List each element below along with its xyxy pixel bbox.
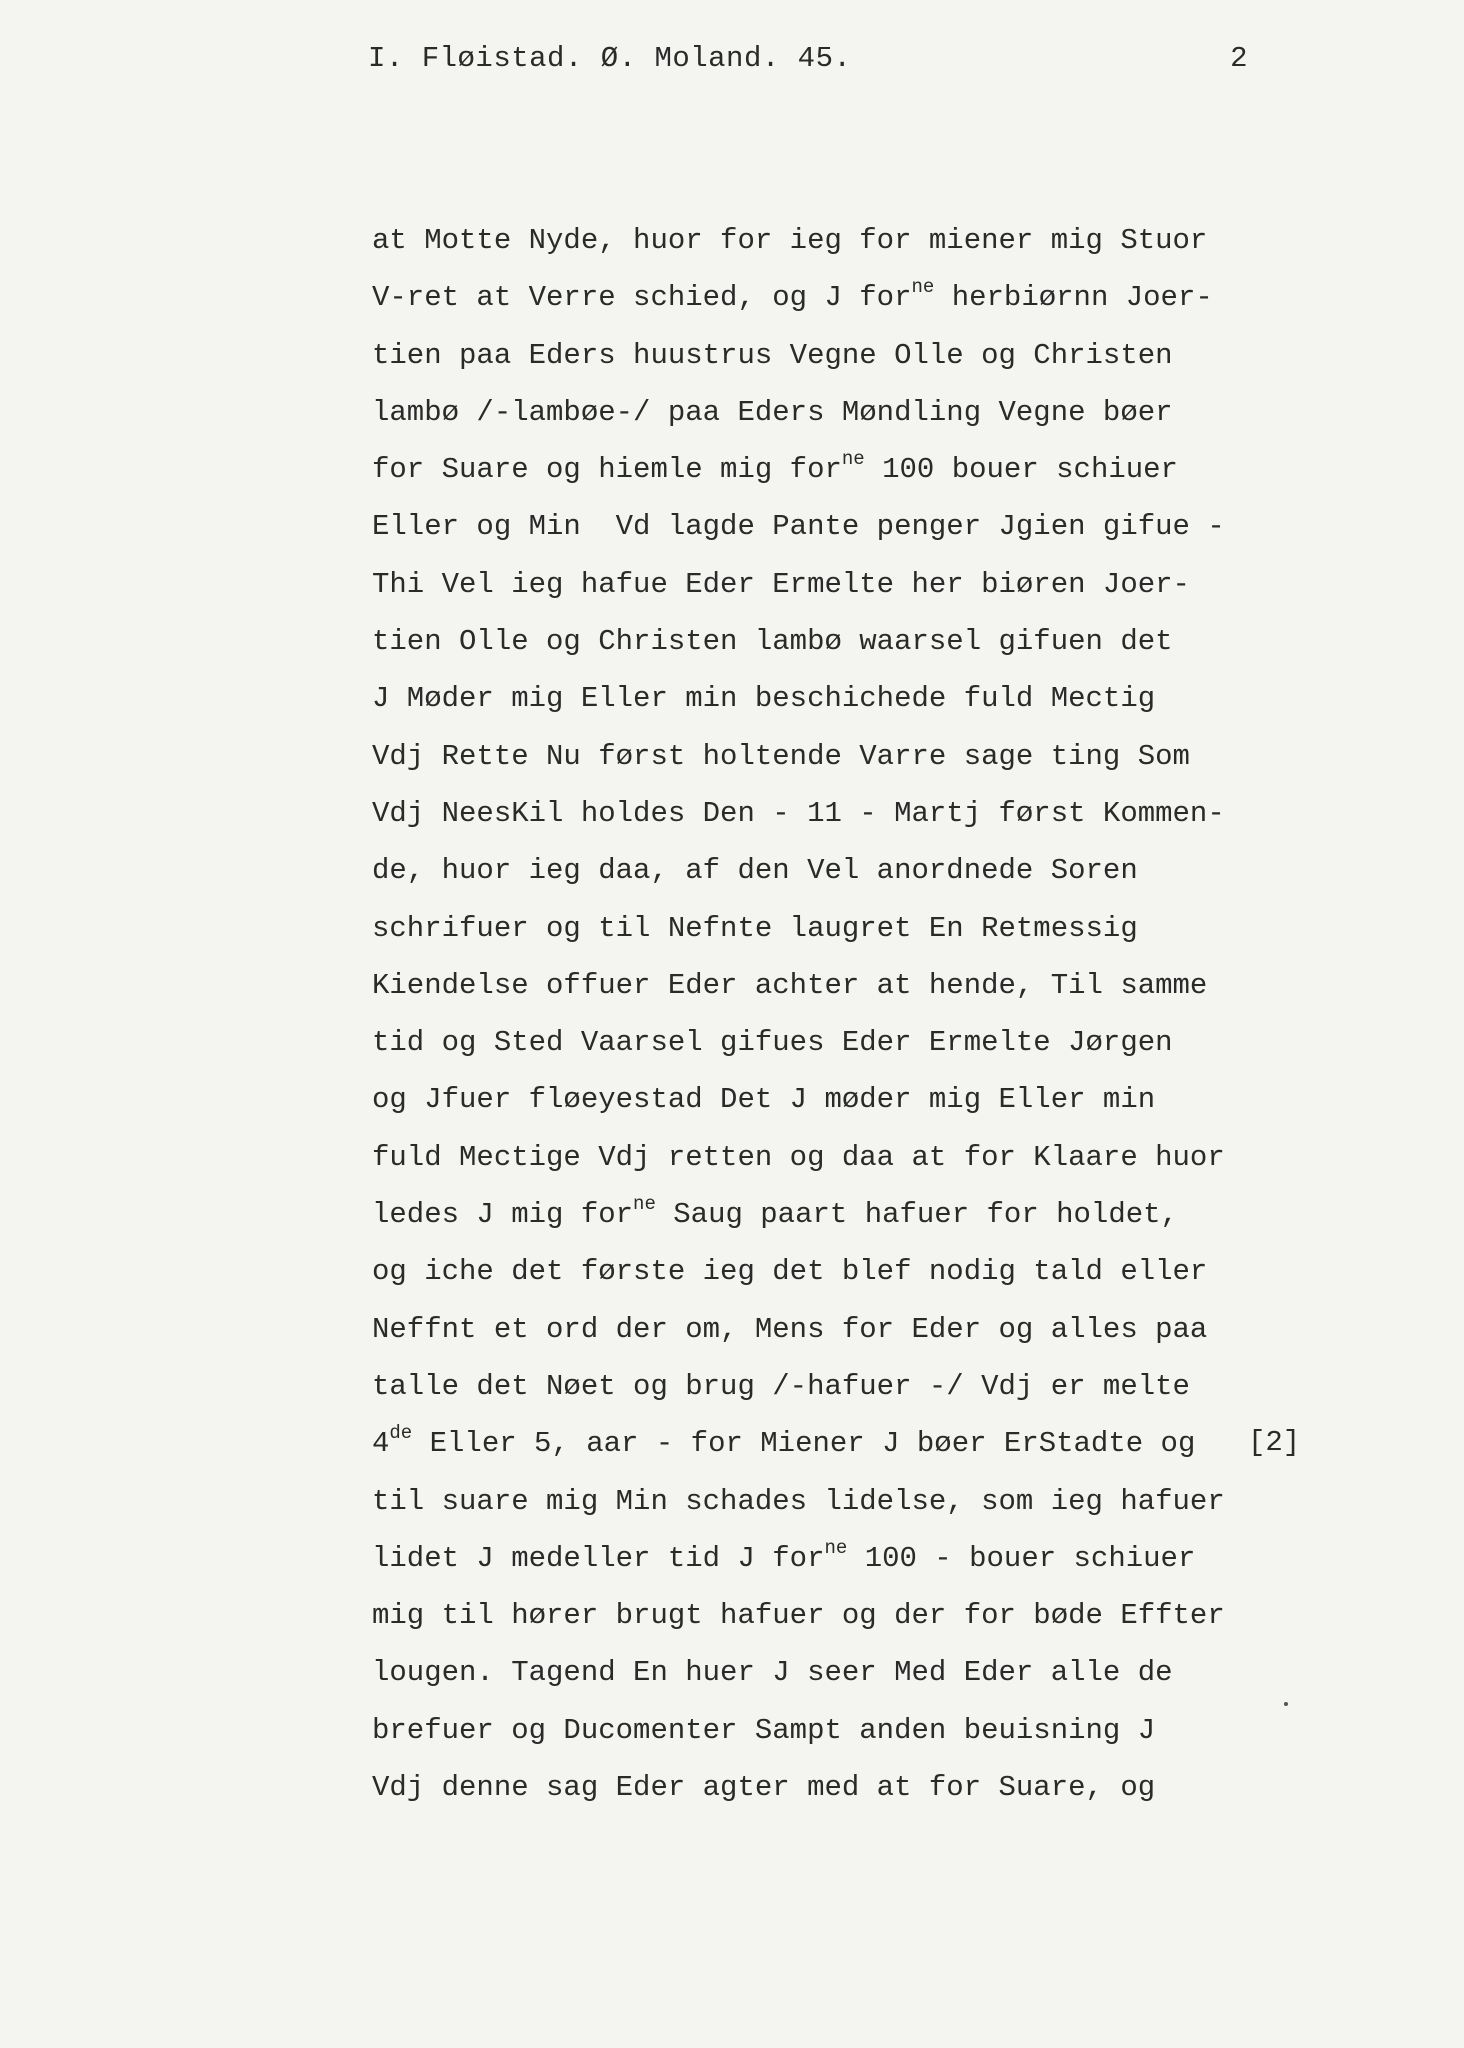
- text-line: [372, 728, 1232, 785]
- line-text: lidet J medeller tid J for: [372, 1541, 825, 1575]
- line-text: 100 - bouer schiuer: [847, 1541, 1196, 1575]
- line-text: 100 bouer schiuer: [864, 453, 1178, 487]
- line-text: 4: [372, 1427, 390, 1461]
- margin-note: [2]: [1248, 1426, 1301, 1459]
- superscript: ne: [841, 448, 865, 471]
- line-text: mig til hører brugt hafuer og der for bøde Effter: [372, 1599, 1225, 1633]
- line-text: Saug paart hafuer for holdet,: [655, 1198, 1178, 1232]
- line-text: ledes J mig for: [372, 1198, 634, 1232]
- line-text: Vdj Rette Nu først holtende Varre sage ting Som: [372, 739, 1190, 773]
- line-text: schrifuer og til Nefnte laugret En Retmessig: [372, 911, 1138, 945]
- text-line: [372, 441, 1232, 498]
- text-line: [372, 1129, 1232, 1186]
- line-text: til suare mig Min schades lidelse, som ieg hafuer: [372, 1484, 1225, 1518]
- text-line: [372, 269, 1232, 326]
- line-text: Vdj denne sag Eder agter med at for Suare, og: [372, 1771, 1156, 1805]
- line-text: tien Olle og Christen lambø waarsel gifuen det: [372, 625, 1173, 659]
- line-text: og Jfuer fløeyestad Det J møder mig Eller min: [372, 1083, 1156, 1117]
- text-line: [372, 900, 1232, 957]
- superscript: ne: [824, 1536, 848, 1559]
- text-line: [372, 1473, 1232, 1530]
- text-line: [372, 556, 1232, 613]
- line-text: Neffnt et ord der om, Mens for Eder og alles paa: [372, 1312, 1208, 1346]
- text-line: [372, 1186, 1232, 1243]
- line-text: og iche det første ieg det blef nodig tald eller: [372, 1255, 1208, 1289]
- text-line: [372, 1587, 1232, 1644]
- superscript: de: [389, 1422, 413, 1445]
- text-line: [372, 1530, 1232, 1587]
- line-text: J Møder mig Eller min beschichede fuld Mectig: [372, 682, 1156, 716]
- line-text: tien paa Eders huustrus Vegne Olle og Christen: [372, 338, 1173, 372]
- text-line: [372, 1358, 1232, 1415]
- text-line: [372, 327, 1232, 384]
- line-text: Vdj NeesKil holdes Den - 11 - Martj først Kommen-: [372, 796, 1225, 830]
- line-text: Eller 5, aar - for Miener J bøer ErStadte og: [412, 1427, 1196, 1461]
- line-text: tid og Sted Vaarsel gifues Eder Ermelte Jørgen: [372, 1026, 1173, 1060]
- text-line: [372, 1644, 1232, 1701]
- line-text: Thi Vel ieg hafue Eder Ermelte her biøren Joer-: [372, 567, 1190, 601]
- line-text: de, huor ieg daa, af den Vel anordnede Soren: [372, 854, 1138, 888]
- text-line: [372, 1014, 1232, 1071]
- transcription-body: [372, 212, 1232, 1816]
- text-line: [372, 1415, 1232, 1472]
- text-line: [372, 212, 1232, 269]
- text-line: [372, 384, 1232, 441]
- text-line: [372, 613, 1232, 670]
- text-line: [372, 1301, 1232, 1358]
- text-line: [372, 1243, 1232, 1300]
- text-line: [372, 1071, 1232, 1128]
- text-line: [372, 498, 1232, 555]
- superscript: ne: [911, 276, 935, 299]
- page-number: 2: [1230, 42, 1248, 75]
- line-text: Eller og Min Vd lagde Pante penger Jgien gifue -: [372, 510, 1225, 544]
- text-line: [372, 1702, 1232, 1759]
- text-line: [372, 670, 1232, 727]
- line-text: lougen. Tagend En huer J seer Med Eder alle de: [372, 1656, 1173, 1690]
- line-text: V-ret at Verre schied, og J for: [372, 281, 912, 315]
- line-text: fuld Mectige Vdj retten og daa at for Klaare huor: [372, 1140, 1225, 1174]
- text-line: [372, 1759, 1232, 1816]
- line-text: at Motte Nyde, huor for ieg for miener mig Stuor: [372, 224, 1208, 257]
- superscript: ne: [633, 1193, 656, 1216]
- page-header: [368, 42, 1248, 82]
- text-line: [372, 957, 1232, 1014]
- line-text: brefuer og Ducomenter Sampt anden beuisning J: [372, 1713, 1156, 1747]
- line-text: lambø /-lambøe-/ paa Eders Møndling Vegne bøer: [372, 395, 1173, 429]
- line-text: talle det Nøet og brug /-hafuer -/ Vdj er melte: [372, 1369, 1190, 1403]
- text-line: [372, 842, 1232, 899]
- text-line: [372, 785, 1232, 842]
- ink-speck: [1284, 1702, 1288, 1706]
- line-text: for Suare og hiemle mig for: [372, 453, 842, 487]
- header-title: I. Fløistad. Ø. Moland. 45.: [368, 42, 852, 75]
- line-text: herbiørnn Joer-: [934, 281, 1213, 315]
- line-text: Kiendelse offuer Eder achter at hende, Til samme: [372, 968, 1208, 1002]
